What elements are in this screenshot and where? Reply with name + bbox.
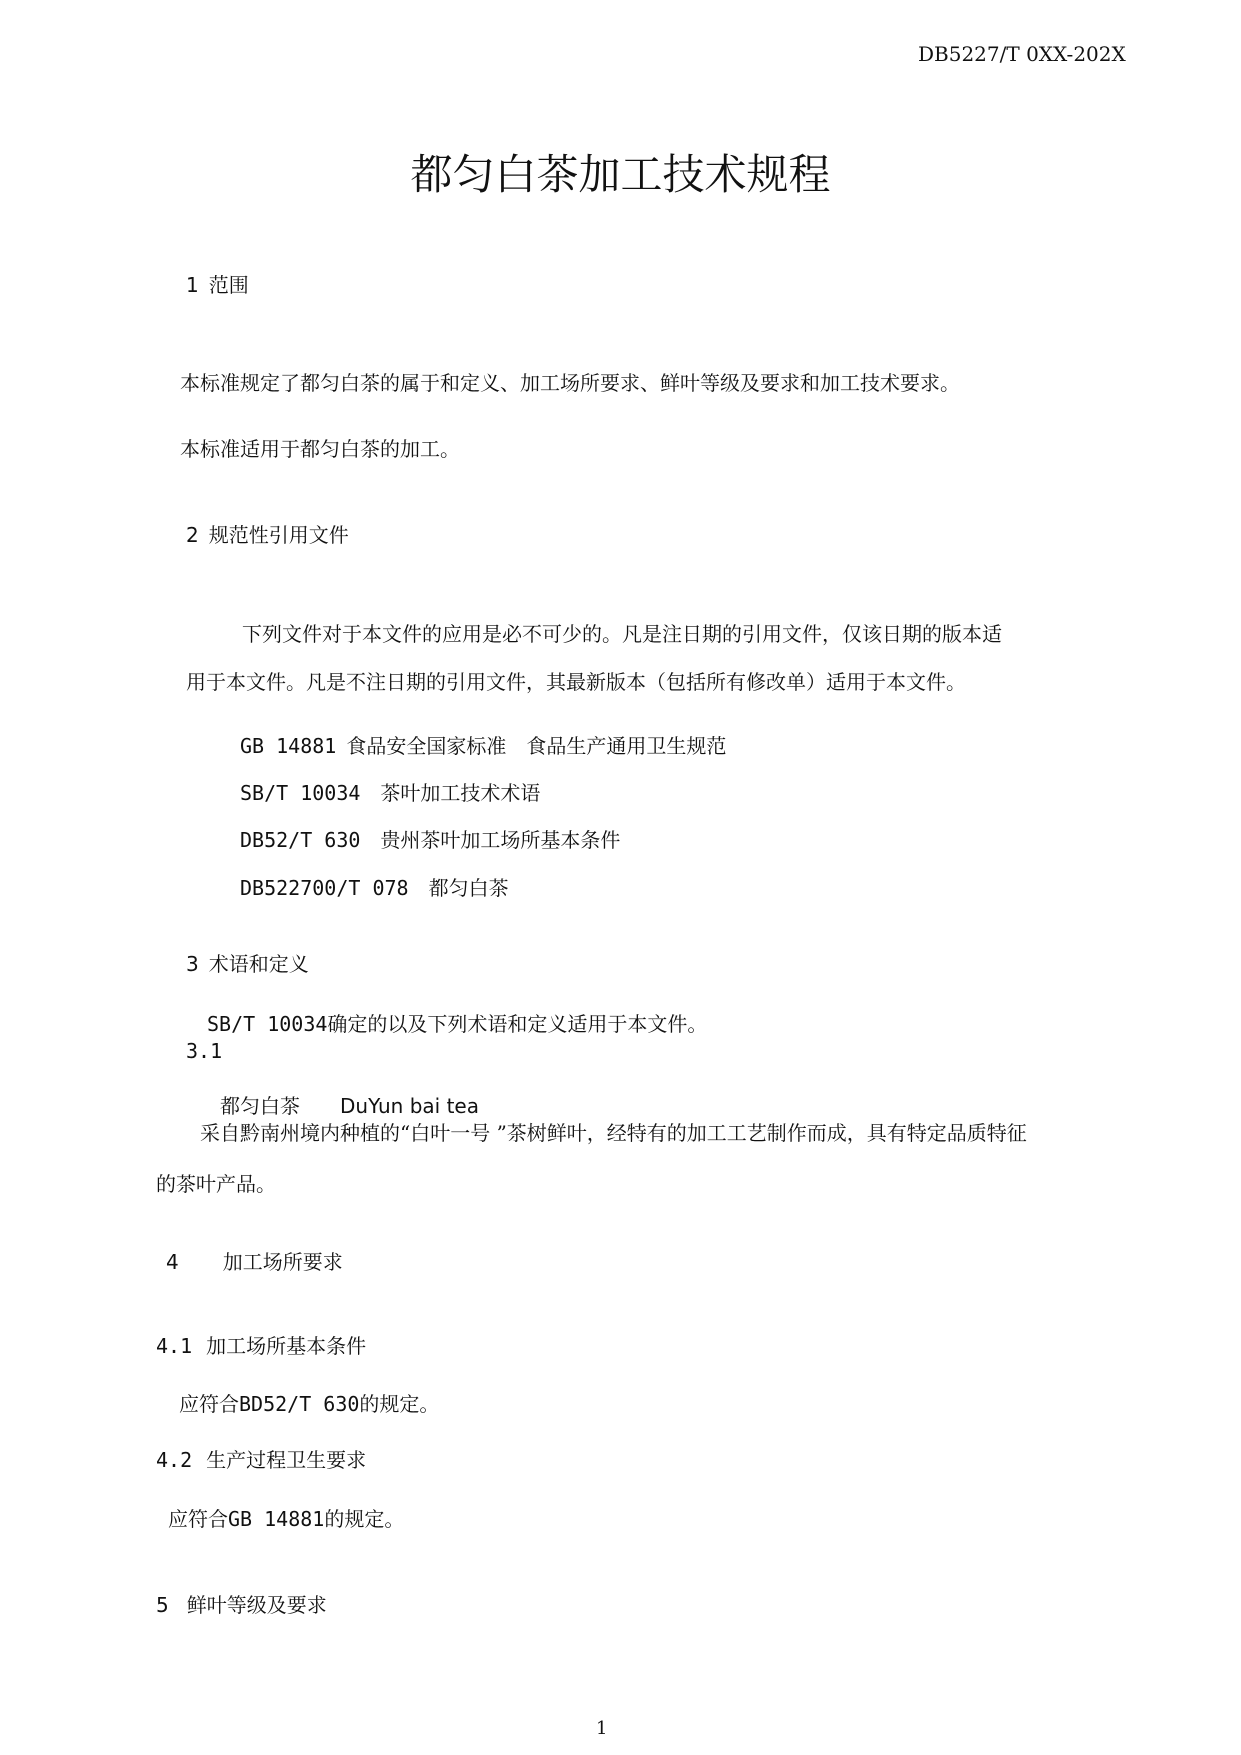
- subsection-title: 加工场所基本条件: [206, 1334, 367, 1358]
- section-2-heading: [186, 523, 349, 547]
- section-1-heading: [186, 273, 249, 297]
- term-zh: 都匀白茶: [220, 1094, 300, 1118]
- reference-name: 茶叶加工技术术语: [380, 781, 541, 805]
- definition-text: 采自黔南州境内种植的“白叶一号 ”茶树鲜叶，经特有的加工工艺制作而成，具有特定品质特征: [200, 1121, 1027, 1145]
- subsection-number: 4.1: [156, 1334, 193, 1358]
- reference-name: 贵州茶叶加工场所基本条件: [380, 828, 621, 852]
- section-title: 加工场所要求: [222, 1250, 343, 1274]
- reference-code: GB 14881: [240, 734, 337, 758]
- section-number: 2: [186, 523, 199, 547]
- reference-name: 都匀白茶: [428, 876, 509, 900]
- reference-code: DB52/T 630: [240, 828, 361, 852]
- reference-code: SB/T 10034: [240, 781, 361, 805]
- section-5-heading: [156, 1593, 327, 1617]
- reference-item: [240, 781, 540, 805]
- section-number: 5: [156, 1593, 169, 1617]
- reference-item: [240, 734, 726, 758]
- paragraph: 用于本文件。凡是不注日期的引用文件，其最新版本（包括所有修改单）适用于本文件。: [186, 670, 966, 694]
- page-number: 1: [596, 1718, 608, 1739]
- reference-code: DB522700/T 078: [240, 876, 409, 900]
- document-code: DB5227/T 0XX-202X: [918, 42, 1126, 66]
- subsection-title: 生产过程卫生要求: [206, 1448, 367, 1472]
- reference-item: [240, 828, 620, 852]
- section-title: 范围: [208, 273, 249, 297]
- definition-text: 的茶叶产品。: [156, 1172, 276, 1196]
- subsection-number: 4.2: [156, 1448, 193, 1472]
- section-title: 鲜叶等级及要求: [186, 1593, 327, 1617]
- paragraph: 本标准适用于都匀白茶的加工。: [180, 437, 460, 461]
- section-number: 1: [186, 273, 199, 297]
- subsection-number: 3.1: [186, 1039, 223, 1063]
- section-title: 规范性引用文件: [208, 523, 349, 547]
- term-entry: [220, 1094, 479, 1118]
- section-3-heading: [186, 952, 309, 976]
- paragraph: 应符合BD52/T 630的规定。: [179, 1392, 440, 1416]
- section-number: 3: [186, 952, 199, 976]
- reference-name: 食品安全国家标准 食品生产通用卫生规范: [346, 734, 727, 758]
- page-title: 都匀白茶加工技术规程: [410, 150, 831, 199]
- paragraph: 应符合GB 14881的规定。: [168, 1507, 405, 1531]
- section-title: 术语和定义: [208, 952, 309, 976]
- term-en: DuYun bai tea: [340, 1094, 479, 1118]
- paragraph: 下列文件对于本文件的应用是必不可少的。凡是注日期的引用文件，仅该日期的版本适: [242, 622, 1002, 646]
- subsection-4-2-heading: [156, 1448, 366, 1472]
- subsection-4-1-heading: [156, 1334, 366, 1358]
- paragraph: SB/T 10034确定的以及下列术语和定义适用于本文件。: [207, 1012, 708, 1036]
- section-4-heading: [166, 1250, 343, 1274]
- paragraph: 本标准规定了都匀白茶的属于和定义、加工场所要求、鲜叶等级及要求和加工技术要求。: [180, 371, 960, 395]
- section-number: 4: [166, 1250, 179, 1274]
- reference-item: [240, 876, 509, 900]
